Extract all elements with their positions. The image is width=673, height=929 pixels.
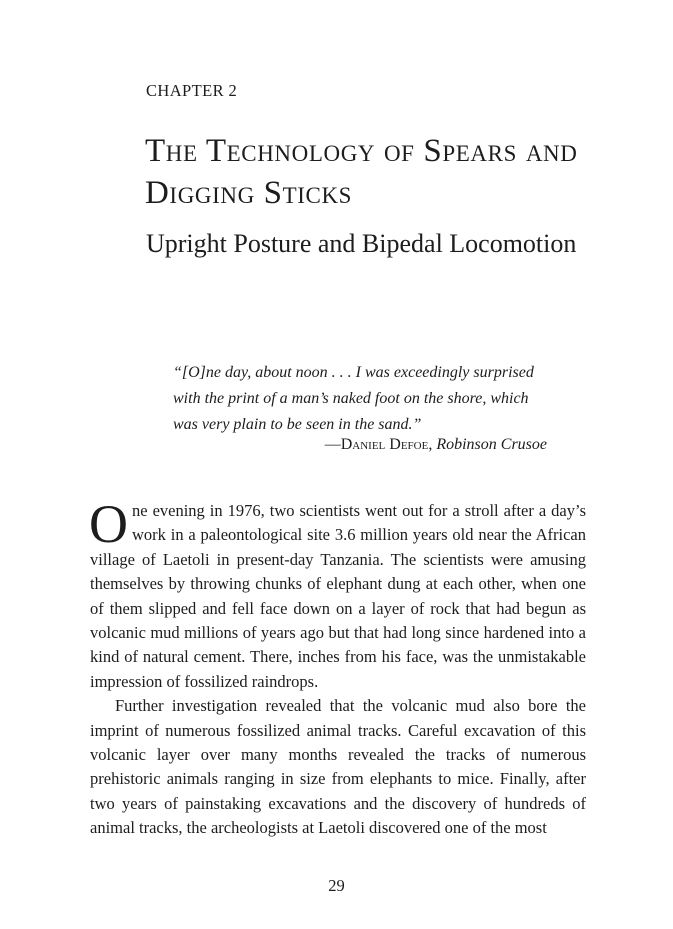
epigraph-attribution [173,432,547,458]
attribution-dash: — [324,436,341,453]
drop-cap: O [89,494,128,554]
attribution-book: Robinson Crusoe [436,436,547,453]
body-text [89,494,586,841]
paragraph-1-text: ne evening in 1976, two scientists went out for a stroll after a day’s work in a paleontological site 3.6 million years old near the African village of Laetoli in present-day Tanzania. The scientists were amusing themselves by throwing chunks of elephant dung at each other, when one of them slipped and fell face down on a layer of rock that had begun as volcanic mud millions of years ago but that had long since hardened into a kind of natural cement. There, inches from his face, was the unmistakable impression of fossilized raindrops. [90,501,586,691]
paragraph-1 [89,494,586,694]
chapter-title: The Technology of Spears and Digging Sticks [145,133,578,211]
attribution-separator: , [428,436,437,453]
attribution-author: Daniel Defoe [340,436,429,453]
paragraph-2: Further investigation revealed that the volcanic mud also bore the imprint of numerous fossilized animal tracks. Careful excavation of this volcanic layer over many months revealed the tracks of numerous prehistoric animals ranging in size from elephants to mice. Finally, after two years of painstaking excavations and the discovery of hundreds of animal tracks, the archeologists at Laetoli discovered one of the most [90,696,586,838]
chapter-subtitle: Upright Posture and Bipedal Locomotion [146,229,577,258]
epigraph-quote: “[O]ne day, about noon . . . I was exceedingly surprised with the print of a man’s naked foot on the shore, which was very plain to be seen in the sand.” [173,364,534,433]
chapter-label: CHAPTER 2 [146,81,238,100]
page-number: 29 [328,876,345,895]
